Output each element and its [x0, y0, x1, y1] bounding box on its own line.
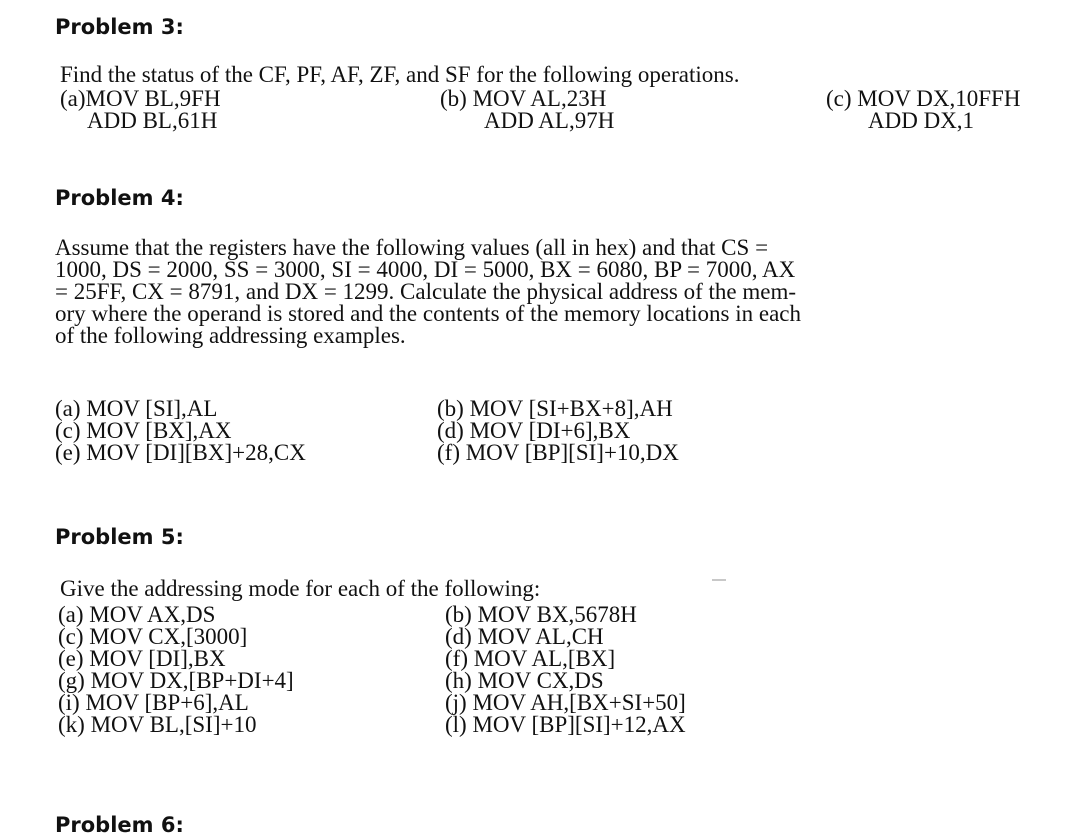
problem-5-item-k: (k) MOV BL,[SI]+10 [58, 712, 257, 737]
scan-mark [712, 579, 726, 581]
problem-3-part-b-line2: ADD AL,97H [484, 108, 615, 133]
problem-5-item-i: (i) MOV [BP+6],AL [58, 690, 249, 715]
problem-4-paragraph-line: Assume that the registers have the following values (all in hex) and that CS = [55, 235, 769, 260]
problem-4-paragraph-line: 1000, DS = 2000, SS = 3000, SI = 4000, DI = 5000, BX = 6080, BP = 7000, AX [55, 257, 796, 282]
problem-3-intro: Find the status of the CF, PF, AF, ZF, and SF for the following operations. [60, 62, 740, 87]
problem-5-item-h: (h) MOV CX,DS [445, 668, 604, 693]
problem-5-item-b: (b) MOV BX,5678H [445, 602, 637, 627]
problem-3-part-a-line2: ADD BL,61H [87, 108, 218, 133]
problem-3-part-b [440, 88, 614, 132]
problem-5-item-c: (c) MOV CX,[3000] [58, 624, 248, 649]
problem-5-item-g: (g) MOV DX,[BP+DI+4] [58, 668, 294, 693]
problem-4-item-b: (b) MOV [SI+BX+8],AH [437, 396, 673, 421]
problem-5-item-l: (l) MOV [BP][SI]+12,AX [445, 712, 686, 737]
problem-4-item-e: (e) MOV [DI][BX]+28,CX [55, 440, 306, 465]
problem-5-item-f: (f) MOV AL,[BX] [445, 646, 616, 671]
problem-4-paragraph-line: of the following addressing examples. [55, 323, 406, 348]
problem-4-paragraph [55, 237, 1015, 347]
problem-4-paragraph-line: ory where the operand is stored and the contents of the memory locations in each [55, 301, 801, 326]
problem-3-part-c [826, 88, 1020, 132]
problem-4-item-f: (f) MOV [BP][SI]+10,DX [437, 440, 679, 465]
problem-3-part-c-line1: (c) MOV DX,10FFH [826, 86, 1021, 111]
problem-4-heading: Problem 4: [55, 186, 184, 210]
problem-3-part-c-line2: ADD DX,1 [868, 108, 975, 133]
problem-4-item-d: (d) MOV [DI+6],BX [437, 418, 631, 443]
problem-5-item-d: (d) MOV AL,CH [445, 624, 604, 649]
problem-4-item-c: (c) MOV [BX],AX [55, 418, 232, 443]
problem-5-left-items [58, 604, 294, 736]
problem-5-item-a: (a) MOV AX,DS [58, 602, 216, 627]
problem-3-part-a [60, 88, 221, 132]
problem-4-paragraph-line: = 25FF, CX = 8791, and DX = 1299. Calculate the physical address of the mem- [55, 279, 797, 304]
problem-3-heading: Problem 3: [55, 15, 184, 39]
problem-5-item-j: (j) MOV AH,[BX+SI+50] [445, 690, 686, 715]
problem-4-left-items [55, 398, 306, 464]
problem-3-part-b-line1: (b) MOV AL,23H [440, 86, 607, 111]
problem-4-right-items [437, 398, 679, 464]
problem-3-part-a-line1: (a)MOV BL,9FH [60, 86, 221, 111]
problem-5-intro: Give the addressing mode for each of the following: [60, 576, 541, 601]
problem-5-right-items [445, 604, 686, 736]
problem-4-item-a: (a) MOV [SI],AL [55, 396, 218, 421]
problem-5-heading: Problem 5: [55, 525, 184, 549]
problem-5-item-e: (e) MOV [DI],BX [58, 646, 226, 671]
problem-6-heading: Problem 6: [55, 813, 184, 837]
